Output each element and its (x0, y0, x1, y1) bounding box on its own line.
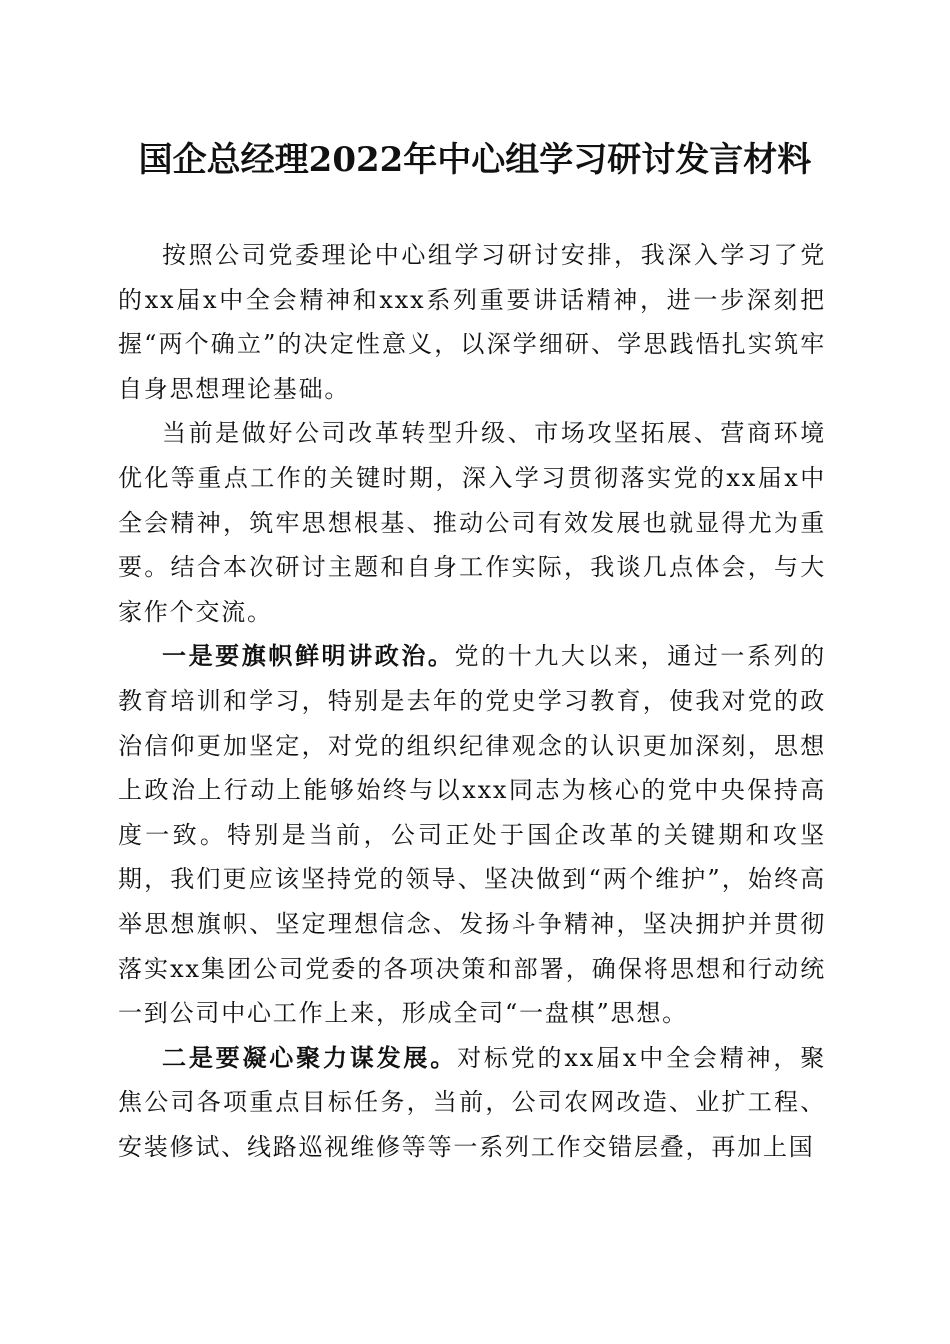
paragraph-context (118, 411, 826, 634)
paragraph-point-two (118, 1036, 826, 1170)
paragraph-lead-heading: 一是要旗帜鲜明讲政治。 (162, 641, 455, 671)
paragraph-lead-heading: 二是要凝心聚力谋发展。 (162, 1042, 458, 1072)
paragraph-text: 党的十九大以来，通过一系列的教育培训和学习，特别是去年的党史学习教育，使我对党的政治信仰更加坚定，对党的组织纪律观念的认识更加深刻，思想上政治上行动上能够始终与以xxx同志为核心的党中央保持高度一致。特别是当前，公司正处于国企改革的关键期和攻坚期，我们更应该坚持党的领导、坚决做到“两个维护”，始终高举思想旗帜、坚定理想信念、发扬斗争精神，坚决拥护并贯彻落实xx集团公司党委的各项决策和部署，确保将思想和行动统一到公司中心工作上来，形成全司“一盘棋”思想。 (118, 642, 826, 1028)
paragraph-text: 按照公司党委理论中心组学习研讨安排，我深入学习了党的xx届x中全会精神和xxx系列重要讲话精神，进一步深刻把握“两个确立”的决定性意义，以深学细研、学思践悟扎实筑牢自身思想理论基础。 (118, 241, 826, 403)
paragraph-point-one (118, 634, 826, 1035)
paragraph-text: 对标党的xx届x中全会精神，聚焦公司各项重点目标任务，当前，公司农网改造、业扩工程、安装修试、线路巡视维修等等一系列工作交错层叠，再加上国 (118, 1043, 826, 1161)
paragraph-text: 当前是做好公司改革转型升级、市场攻坚拓展、营商环境优化等重点工作的关键时期，深入学习贯彻落实党的xx届x中全会精神，筑牢思想根基、推动公司有效发展也就显得尤为重要。结合本次研讨主题和自身工作实际，我谈几点体会，与大家作个交流。 (118, 419, 826, 626)
document-title: 国企总经理2022年中心组学习研讨发言材料 (138, 140, 812, 180)
paragraph-intro (118, 233, 826, 411)
document-body (118, 233, 826, 1169)
